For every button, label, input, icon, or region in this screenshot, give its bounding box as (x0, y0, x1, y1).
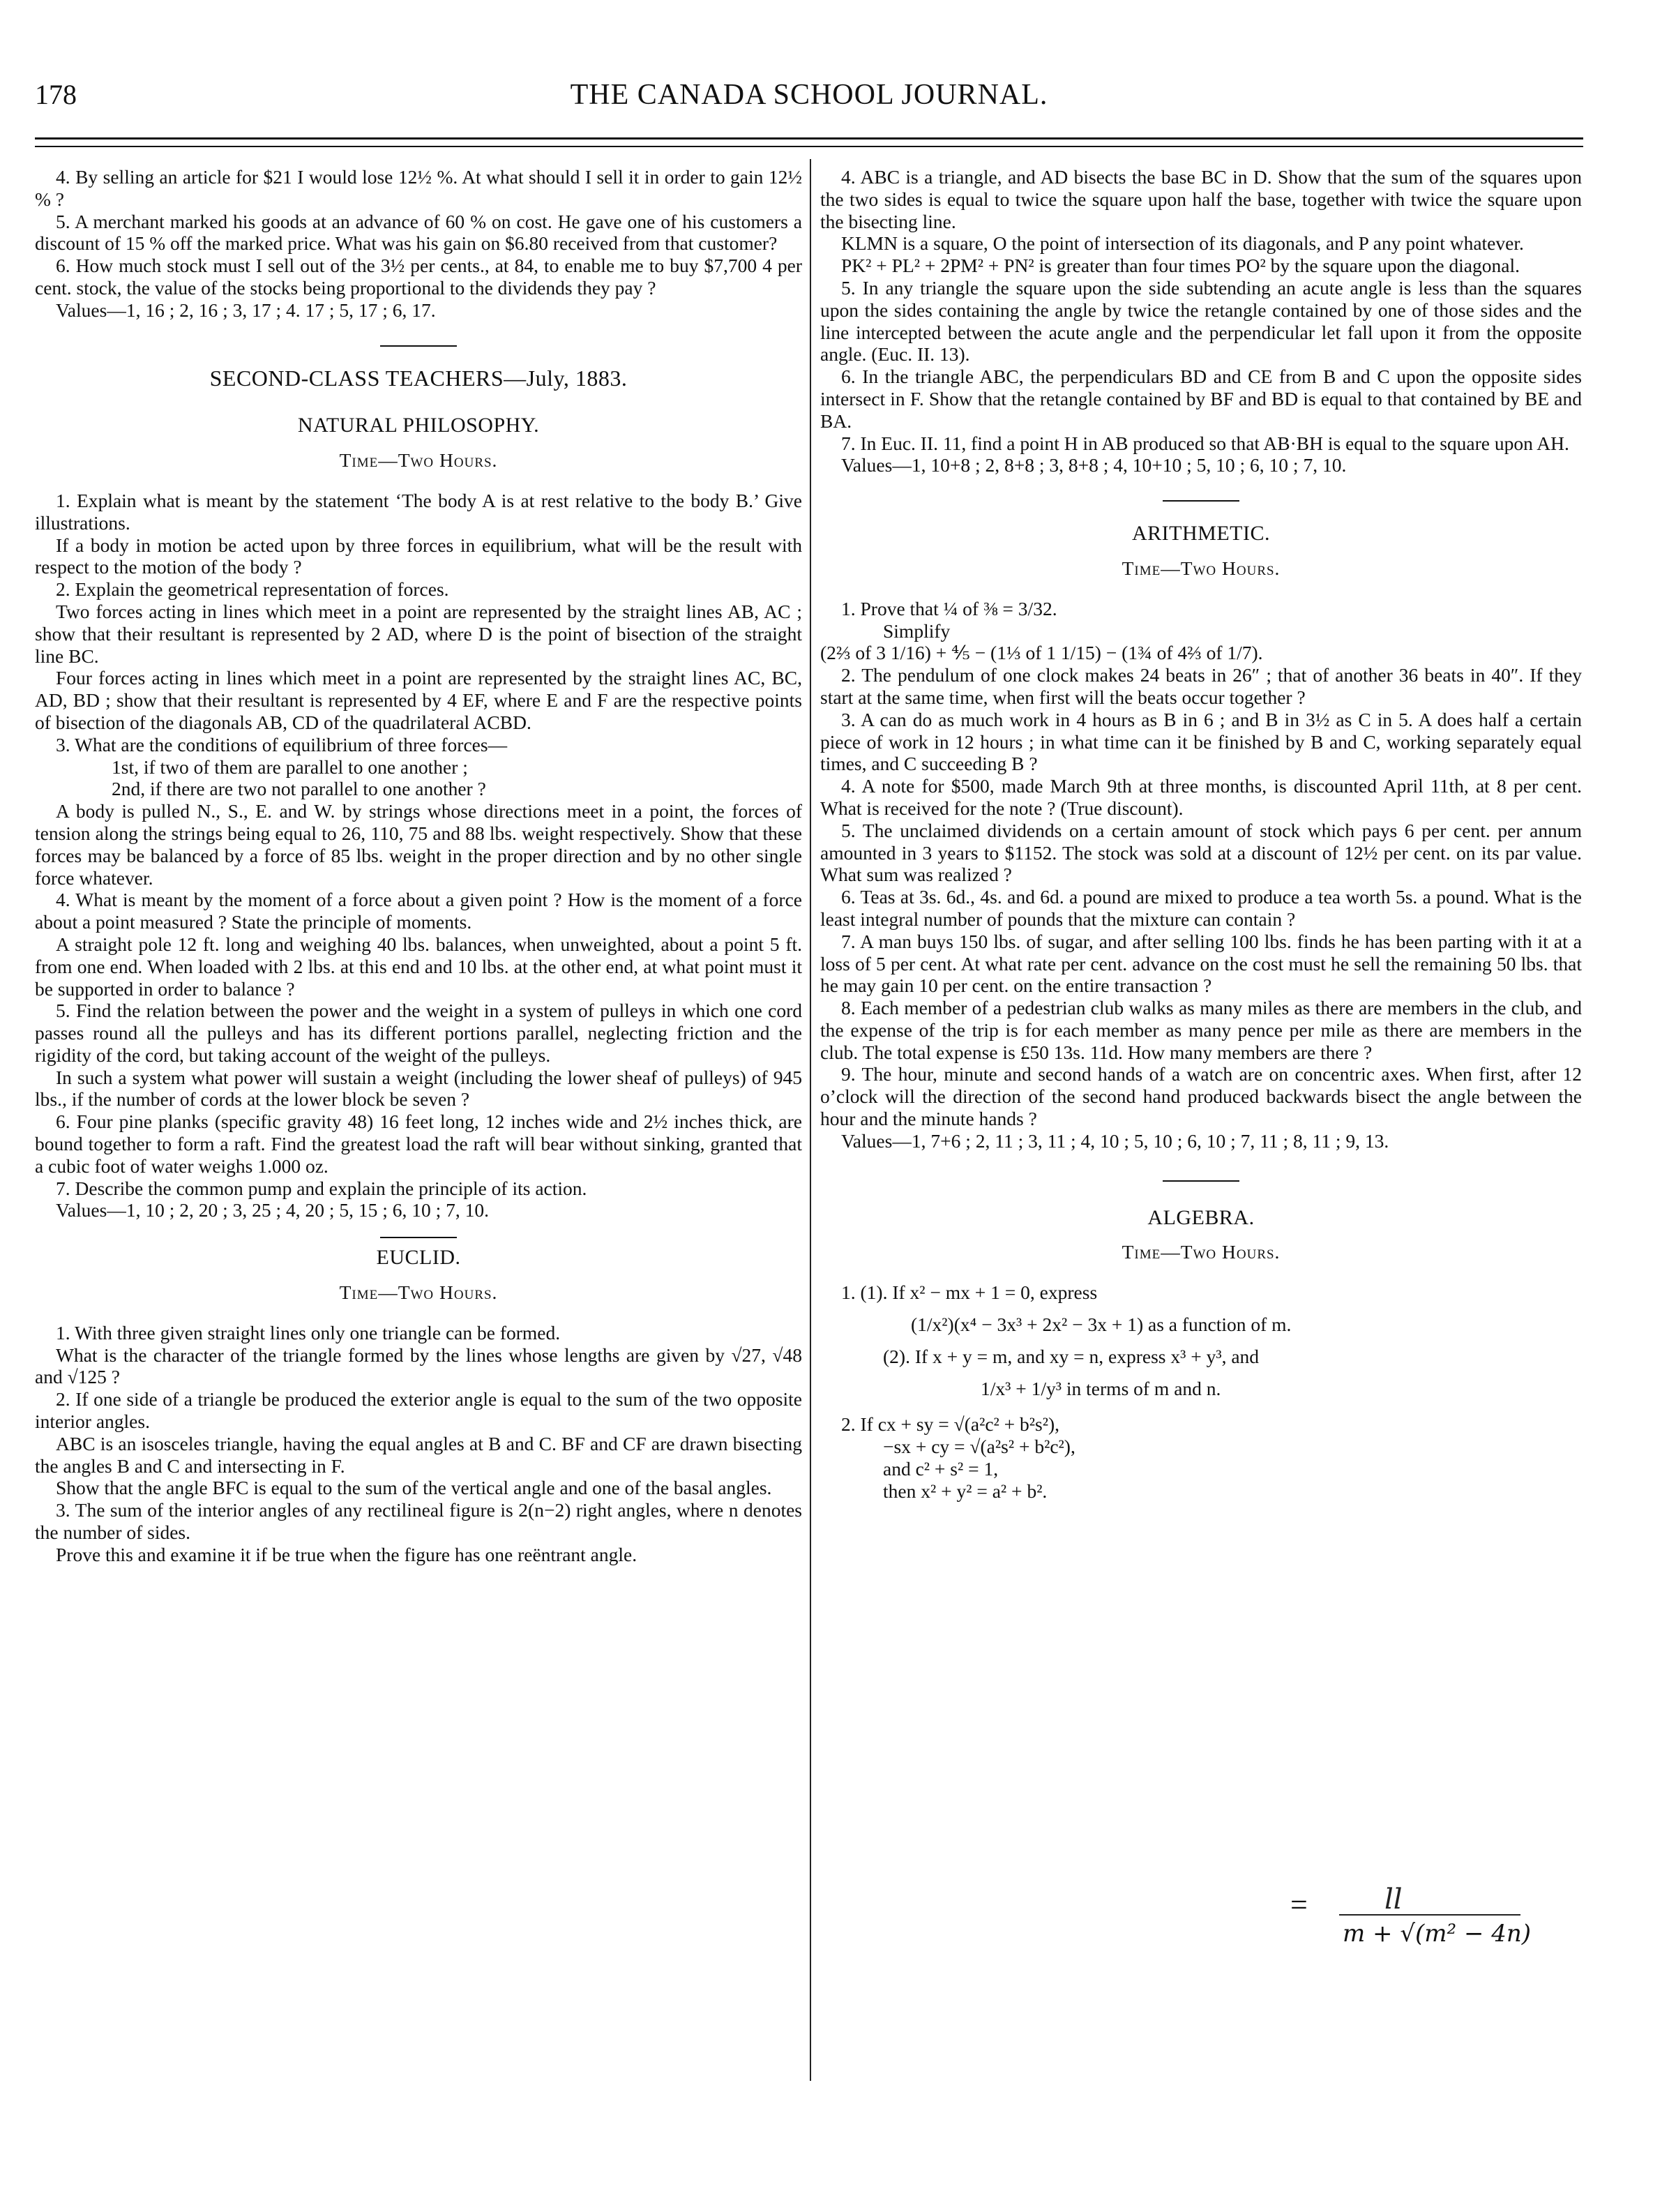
page-header (35, 78, 1583, 120)
question: Show that the angle BFC is equal to the sum of the vertical angle and one of the basal angles. (56, 1477, 772, 1499)
section-title: ARITHMETIC. (1132, 522, 1270, 546)
left-column (35, 166, 802, 1566)
values-line: Values—1, 10+8 ; 2, 8+8 ; 3, 8+8 ; 4, 10+10 ; 5, 10 ; 6, 10 ; 7, 10. (841, 454, 1347, 476)
header-rule-thin (35, 146, 1583, 147)
formula-label: Simplify (883, 619, 951, 642)
time-limit: Time—Two Hours. (339, 1281, 498, 1304)
question: 1. Explain what is meant by the statement ‘The body A is at rest relative to the body B.’ Give illustrations. (35, 489, 802, 534)
question: 2. The pendulum of one clock makes 24 beats in 26″ ; that of another 36 beats in 40″. If they start at the same time, when first will the beats occur together ? (820, 664, 1582, 708)
time-limit: Time—Two Hours. (1122, 1241, 1281, 1263)
question: 2. If one side of a triangle be produced the exterior angle is equal to the sum of the two opposite interior angles. (35, 1388, 802, 1433)
question: In such a system what power will sustain a weight (including the lower sheaf of pulleys) of 945 lbs., if the number of cords at the lower block be seven ? (35, 1066, 802, 1111)
question: 1. With three given straight lines only one triangle can be formed. (56, 1321, 561, 1344)
values-line: Values—1, 10 ; 2, 20 ; 3, 25 ; 4, 20 ; 5, 15 ; 6, 10 ; 7, 10. (56, 1199, 490, 1221)
question: 7. In Euc. II. 11, find a point H in AB produced so that AB·BH is equal to the square upon AH. (841, 432, 1569, 454)
header-rule-thick (35, 137, 1583, 140)
sub-item: 2nd, if there are two not parallel to one another ? (112, 778, 486, 800)
question: 4. ABC is a triangle, and AD bisects the base BC in D. Show that the sum of the squares upon the two sides is equal to twice the square upon half the base, together with twice the square upon the bisecting line. (820, 166, 1582, 232)
question: 4. What is meant by the moment of a force about a given point ? How is the moment of a force about a point measured ? State the principle of moments. (35, 889, 802, 933)
section-rule (1163, 500, 1239, 502)
question: 6. In the triangle ABC, the perpendiculars BD and CE from B and C upon the opposite sides intersect in F. Show that the retangle contained by BF and BD is equal to that contained by BE and BA. (820, 366, 1582, 432)
question: 1. Prove that ¼ of ⅜ = 3/32. (841, 597, 1057, 619)
time-limit: Time—Two Hours. (1122, 557, 1281, 579)
question: 4. By selling an article for $21 I would lose 12½ %. At what should I sell it in order to gain 12½ % ? (35, 166, 802, 210)
formula: (1/x²)(x⁴ − 3x³ + 2x² − 3x + 1) as a function of m. (911, 1314, 1292, 1336)
question: PK² + PL² + 2PM² + PN² is greater than four times PO² by the square upon the diagonal. (841, 255, 1520, 277)
section-rule (1163, 1180, 1239, 1182)
question: 4. A note for $500, made March 9th at three months, is discounted April 11th, at 8 per cent. What is received for the note ? (True discount). (820, 775, 1582, 819)
formula: (2⅔ of 3 1/16) + ⅘ − (1⅓ of 1 1/15) − (1¾ of 4⅔ of 1/7). (820, 642, 1263, 664)
question: If a body in motion be acted upon by three forces in equilibrium, what will be the result with respect to the motion of the body ? (35, 534, 802, 578)
question: 6. Teas at 3s. 6d., 4s. and 6d. a pound are mixed to produce a tea worth 5s. a pound. What is the least integral number of pounds that the mixture can contain ? (820, 886, 1582, 930)
question: 8. Each member of a pedestrian club walks as many miles as there are members in the club, and the expense of the trip is for each member as many pence per mile as there are members in the club. The total expense is £50 13s. 11d. How many members are there ? (820, 997, 1582, 1063)
question: Two forces acting in lines which meet in a point are represented by the straight lines AB, AC ; show that their resultant is represented by 2 AD, where D is the point of bisection of the straight line BC. (35, 600, 802, 667)
question: Four forces acting in lines which meet in a point are represented by the straight lines AC, BC, AD, BD ; show that their resultant is represented by 4 EF, where E and F are the respective points of bisection of the diagonals AB, CD of the quadrilateral ACBD. (35, 667, 802, 733)
right-column (820, 166, 1582, 1503)
question: 9. The hour, minute and second hands of a watch are on concentric axes. When first, after 12 o’clock will the direction of the second hand produced backwards bisect the angle between the hour and the minute hands ? (820, 1063, 1582, 1130)
question: 3. The sum of the interior angles of any rectilineal figure is 2(n−2) right angles, where n denotes the number of sides. (35, 1499, 802, 1544)
page-number: 178 (35, 79, 77, 110)
section-rule (380, 345, 457, 347)
question: 6. How much stock must I sell out of the 3½ per cents., at 84, to enable me to buy $7,700 4 per cent. stock, the value of the stocks being proportional to the dividends they pay ? (35, 255, 802, 299)
question: 2. If cx + sy = √(a²c² + b²s²), (841, 1413, 1060, 1436)
handwritten-equals: = (1290, 1888, 1308, 1922)
question: 2. Explain the geometrical representation of forces. (56, 578, 449, 601)
handwritten-numerator: ll (1384, 1883, 1403, 1916)
question: 5. A merchant marked his goods at an advance of 60 % on cost. He gave one of his customers a discount of 15 % off the marked price. What was his gain on $6.80 received from that customer? (35, 210, 802, 255)
formula: 1/x³ + 1/y³ in terms of m and n. (981, 1377, 1221, 1399)
question: A straight pole 12 ft. long and weighing 40 lbs. balances, when unweighted, about a point 5 ft. from one end. When loaded with 2 lbs. at this end and 10 lbs. at the other end, at what point must it be supported in order to balance ? (35, 933, 802, 1000)
question: 5. In any triangle the square upon the side subtending an acute angle is less than the squares upon the sides containing the angle by twice the retangle contained by one of those sides and the line intercepted between the acute angle and the perpendicular let fall upon it from the opposite angle. (Euc. II. 13). (820, 276, 1582, 366)
question: Prove this and examine it if be true when the figure has one reëntrant angle. (56, 1543, 637, 1565)
section-title: NATURAL PHILOSOPHY. (297, 414, 540, 437)
question: A body is pulled N., S., E. and W. by strings whose directions meet in a point, the forces of tension along the strings being equal to 26, 110, 75 and 88 lbs. weight respectively. Show that these forces may be balanced by a force of 85 lbs. weight in the proper direction and by no other single force whatever. (35, 800, 802, 889)
handwritten-fraction-bar (1339, 1914, 1520, 1916)
handwritten-denominator: m + √(m² − 4n) (1343, 1920, 1532, 1948)
question: 5. Find the relation between the power and the weight in a system of pulleys in which one cord passes round all the pulleys and has its different portions parallel, neglecting friction and the rigidity of the cord, but taking account of the weight of the pulleys. (35, 1000, 802, 1066)
sub-item: 1st, if two of them are parallel to one another ; (112, 755, 468, 778)
formula: and c² + s² = 1, (883, 1458, 999, 1480)
question: 6. Four pine planks (specific gravity 48) 16 feet long, 12 inches wide and 2½ inches thick, are bound together to form a raft. Find the greatest load the raft will bear without sinking, granted that a cubic foot of water weighs 1.000 oz. (35, 1111, 802, 1177)
question: 7. Describe the common pump and explain the principle of its action. (56, 1177, 587, 1199)
question: (2). If x + y = m, and xy = n, express x³ + y³, and (883, 1345, 1260, 1367)
question: What is the character of the triangle formed by the lines whose lengths are given by √27, √48 and √125 ? (35, 1344, 802, 1388)
section-title: ALGEBRA. (1147, 1205, 1255, 1229)
values-line: Values—1, 7+6 ; 2, 11 ; 3, 11 ; 4, 10 ; 5, 10 ; 6, 10 ; 7, 11 ; 8, 11 ; 9, 13. (841, 1129, 1389, 1152)
question: ABC is an isosceles triangle, having the equal angles at B and C. BF and CF are drawn bisecting the angles B and C and intersecting in F. (35, 1432, 802, 1477)
question: 7. A man buys 150 lbs. of sugar, and after selling 100 lbs. finds he has been parting with it at a loss of 5 per cent. At what rate per cent. advance on the cost must he sell the remaining 50 lbs. that he may gain 10 per cent. on the entire transaction ? (820, 930, 1582, 997)
formula: then x² + y² = a² + b². (883, 1480, 1048, 1502)
exam-heading: SECOND-CLASS TEACHERS—July, 1883. (209, 365, 628, 391)
formula: −sx + cy = √(a²s² + b²c²), (883, 1436, 1075, 1458)
section-rule (380, 1237, 457, 1238)
question: 3. What are the conditions of equilibrium of three forces— (56, 733, 508, 755)
question: 3. A can do as much work in 4 hours as B in 6 ; and B in 3½ as C in 5. A does half a certain piece of work in 12 hours ; in what time can it be finished by B and C, working separately equal times, and C succeeding B ? (820, 708, 1582, 775)
question: KLMN is a square, O the point of intersection of its diagonals, and P any point whatever. (841, 232, 1524, 255)
question: 1. (1). If x² − mx + 1 = 0, express (841, 1281, 1098, 1304)
question: 5. The unclaimed dividends on a certain amount of stock which pays 6 per cent. per annum amounted in 3 years to $1152. The stock was sold at a discount of 12½ per cent. on its par value. What sum was realized ? (820, 819, 1582, 886)
values-line: Values—1, 16 ; 2, 16 ; 3, 17 ; 4. 17 ; 5, 17 ; 6, 17. (56, 299, 436, 321)
column-divider (810, 159, 811, 2081)
journal-title: THE CANADA SCHOOL JOURNAL. (570, 79, 1048, 111)
time-limit: Time—Two Hours. (339, 449, 498, 472)
section-title: EUCLID. (376, 1246, 461, 1270)
